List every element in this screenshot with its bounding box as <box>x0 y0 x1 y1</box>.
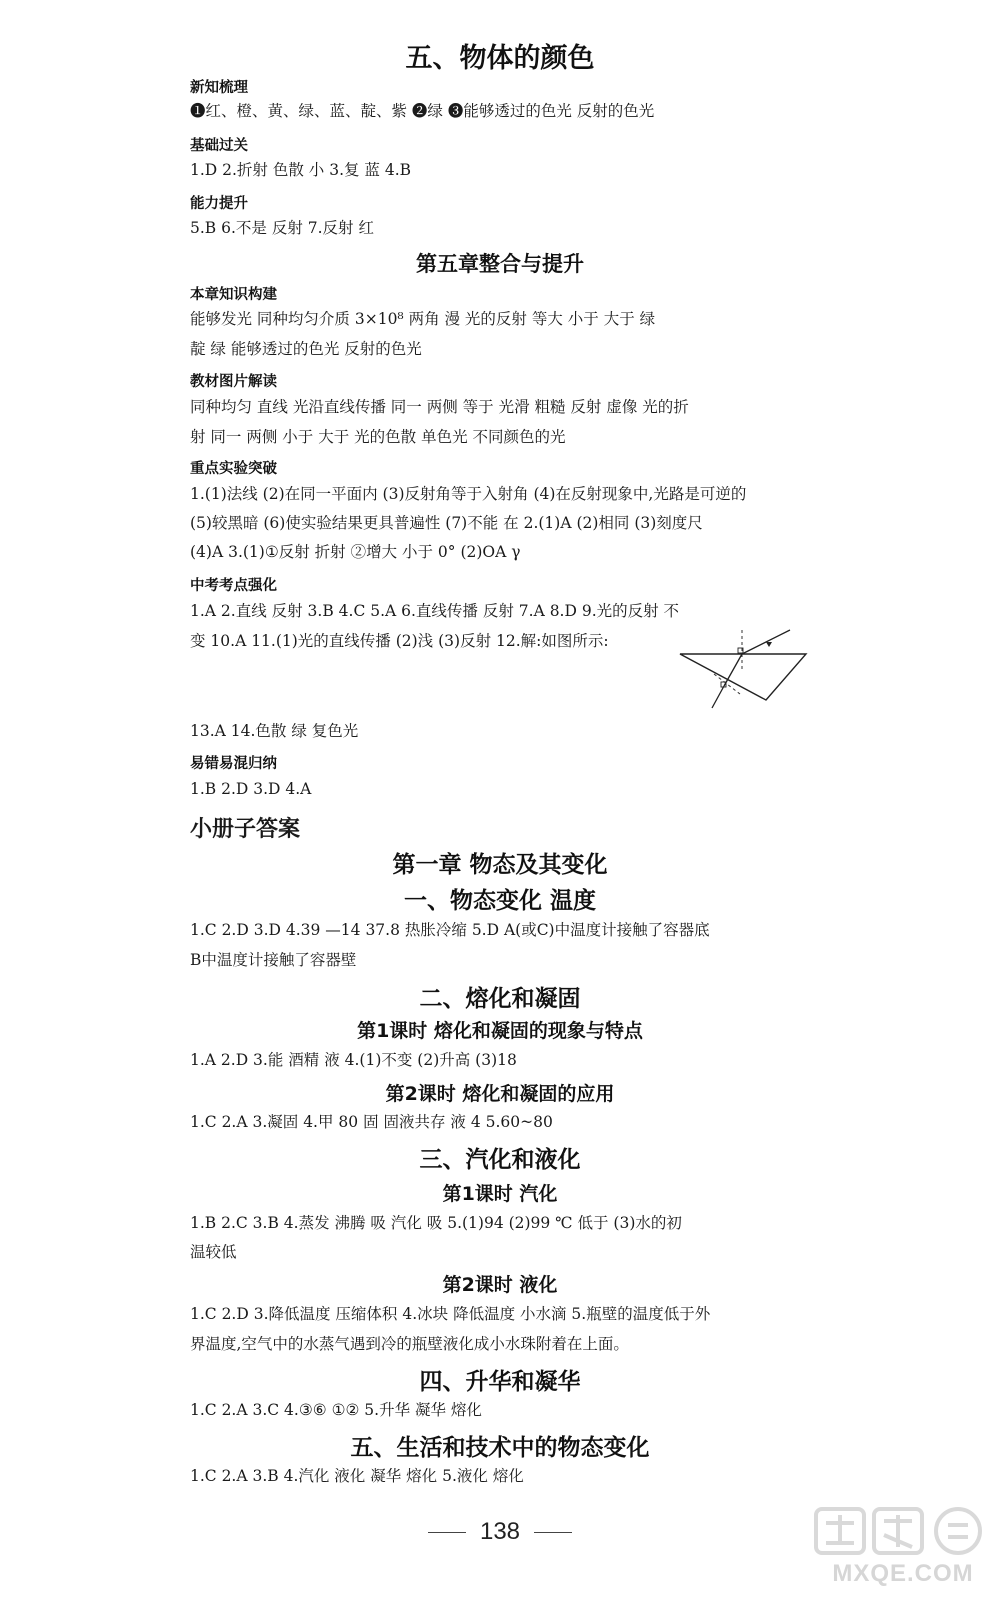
section3-lesson1-title: 第1课时 汽化 <box>442 1183 558 1205</box>
text-basic: 1.D 2.折射 色散 小 3.复 蓝 4.B <box>190 161 412 179</box>
section2-lesson1-title: 第1课时 熔化和凝固的现象与特点 <box>357 1020 643 1042</box>
text-exam-points-1: 1.A 2.直线 反射 3.B 4.C 5.A 6.直线传播 反射 7.A 8.D 9.光的反射 不 <box>190 602 680 620</box>
text-section1-2: B中温度计接触了容器壁 <box>190 951 357 969</box>
text-exam-points-3: 13.A 14.色散 绿 复色光 <box>190 722 359 740</box>
page-number-dash-right <box>534 1532 572 1533</box>
section-title-object-color: 五、物体的颜色 <box>405 43 595 74</box>
label-ability: 能力提升 <box>190 196 248 212</box>
chapter1-title: 第一章 物态及其变化 <box>392 852 608 878</box>
label-basic: 基础过关 <box>190 138 248 154</box>
text-textbook-pictures-2: 射 同一 两侧 小于 大于 光的色散 单色光 不同颜色的光 <box>190 428 566 446</box>
booklet-answers-heading: 小册子答案 <box>190 817 301 842</box>
arrow-incident <box>766 642 772 647</box>
text-key-experiments-3: (4)A 3.(1)①反射 折射 ②增大 小于 0° (2)OA γ <box>190 543 521 561</box>
section5b-title: 五、生活和技术中的物态变化 <box>350 1435 650 1461</box>
chapter-summary-title: 第五章整合与提升 <box>416 252 584 276</box>
label-textbook-pictures: 教材图片解读 <box>190 374 277 390</box>
emergent-ray <box>712 686 724 708</box>
text-exam-points-2: 变 10.A 11.(1)光的直线传播 (2)浅 (3)反射 12.解:如图所示: <box>190 632 609 650</box>
watermark-text: MXQE.COM <box>832 1560 974 1587</box>
section1-title: 一、物态变化 温度 <box>403 888 596 914</box>
section2-title: 二、熔化和凝固 <box>419 986 581 1012</box>
section3-title: 三、汽化和液化 <box>419 1147 581 1173</box>
section4-title: 四、升华和凝华 <box>419 1369 581 1395</box>
text-knowledge-build-1: 能够发光 同种均匀介质 3×10⁸ 两角 漫 光的反射 等大 小于 大于 绿 <box>190 310 656 328</box>
label-knowledge-build: 本章知识构建 <box>190 287 277 303</box>
text-key-experiments-1: 1.(1)法线 (2)在同一平面内 (3)反射角等于入射角 (4)在反射现象中,光路是可逆的 <box>190 485 747 503</box>
text-new-knowledge: ❶红、橙、黄、绿、蓝、靛、紫 ❷绿 ❸能够透过的色光 反射的色光 <box>190 102 655 120</box>
page-number-value: 138 <box>479 1518 521 1545</box>
text-section2-lesson2: 1.C 2.A 3.凝固 4.甲 80 固 固液共存 液 4 5.60~80 <box>190 1113 553 1131</box>
text-key-experiments-2: (5)较黑暗 (6)使实验结果更具普遍性 (7)不能 在 2.(1)A (2)相同 (3)刻度尺 <box>190 514 703 532</box>
section3-lesson2-title: 第2课时 液化 <box>442 1274 558 1296</box>
text-textbook-pictures-1: 同种均匀 直线 光沿直线传播 同一 两侧 等于 光滑 粗糙 反射 虚像 光的折 <box>190 398 689 416</box>
section2-lesson2-title: 第2课时 熔化和凝固的应用 <box>385 1083 615 1105</box>
text-section1-1: 1.C 2.D 3.D 4.39 —14 37.8 热胀冷缩 5.D A(或C)中温度计接触了容器底 <box>190 921 710 939</box>
text-section3-lesson1-1: 1.B 2.C 3.B 4.蒸发 沸腾 吸 汽化 吸 5.(1)94 (2)99 ℃ 低于 (3)水的初 <box>190 1214 682 1232</box>
text-section3-lesson1-2: 温较低 <box>190 1243 237 1261</box>
text-section4: 1.C 2.A 3.C 4.③⑥ ①② 5.升华 凝华 熔化 <box>190 1401 482 1419</box>
page-number-dash-left <box>428 1532 466 1533</box>
label-new-knowledge: 新知梳理 <box>190 80 248 96</box>
text-common-mistakes: 1.B 2.D 3.D 4.A <box>190 780 312 798</box>
text-section2-lesson1: 1.A 2.D 3.能 酒精 液 4.(1)不变 (2)升高 (3)18 <box>190 1051 517 1069</box>
label-exam-points: 中考考点强化 <box>190 578 277 594</box>
label-common-mistakes: 易错易混归纳 <box>190 756 277 772</box>
text-ability: 5.B 6.不是 反射 7.反射 红 <box>190 219 374 237</box>
text-knowledge-build-2: 靛 绿 能够透过的色光 反射的色光 <box>190 340 422 358</box>
glass-triangle <box>680 654 806 700</box>
text-section5b: 1.C 2.A 3.B 4.汽化 液化 凝华 熔化 5.液化 熔化 <box>190 1467 524 1485</box>
text-section3-lesson2-2: 界温度,空气中的水蒸气遇到冷的瓶壁液化成小水珠附着在上面。 <box>190 1335 629 1353</box>
label-key-experiments: 重点实验突破 <box>190 461 277 477</box>
text-section3-lesson2-1: 1.C 2.D 3.降低温度 压缩体积 4.冰块 降低温度 小水滴 5.瓶壁的温度低于外 <box>190 1305 711 1323</box>
refraction-diagram <box>678 628 808 713</box>
refracted-ray <box>724 654 742 686</box>
